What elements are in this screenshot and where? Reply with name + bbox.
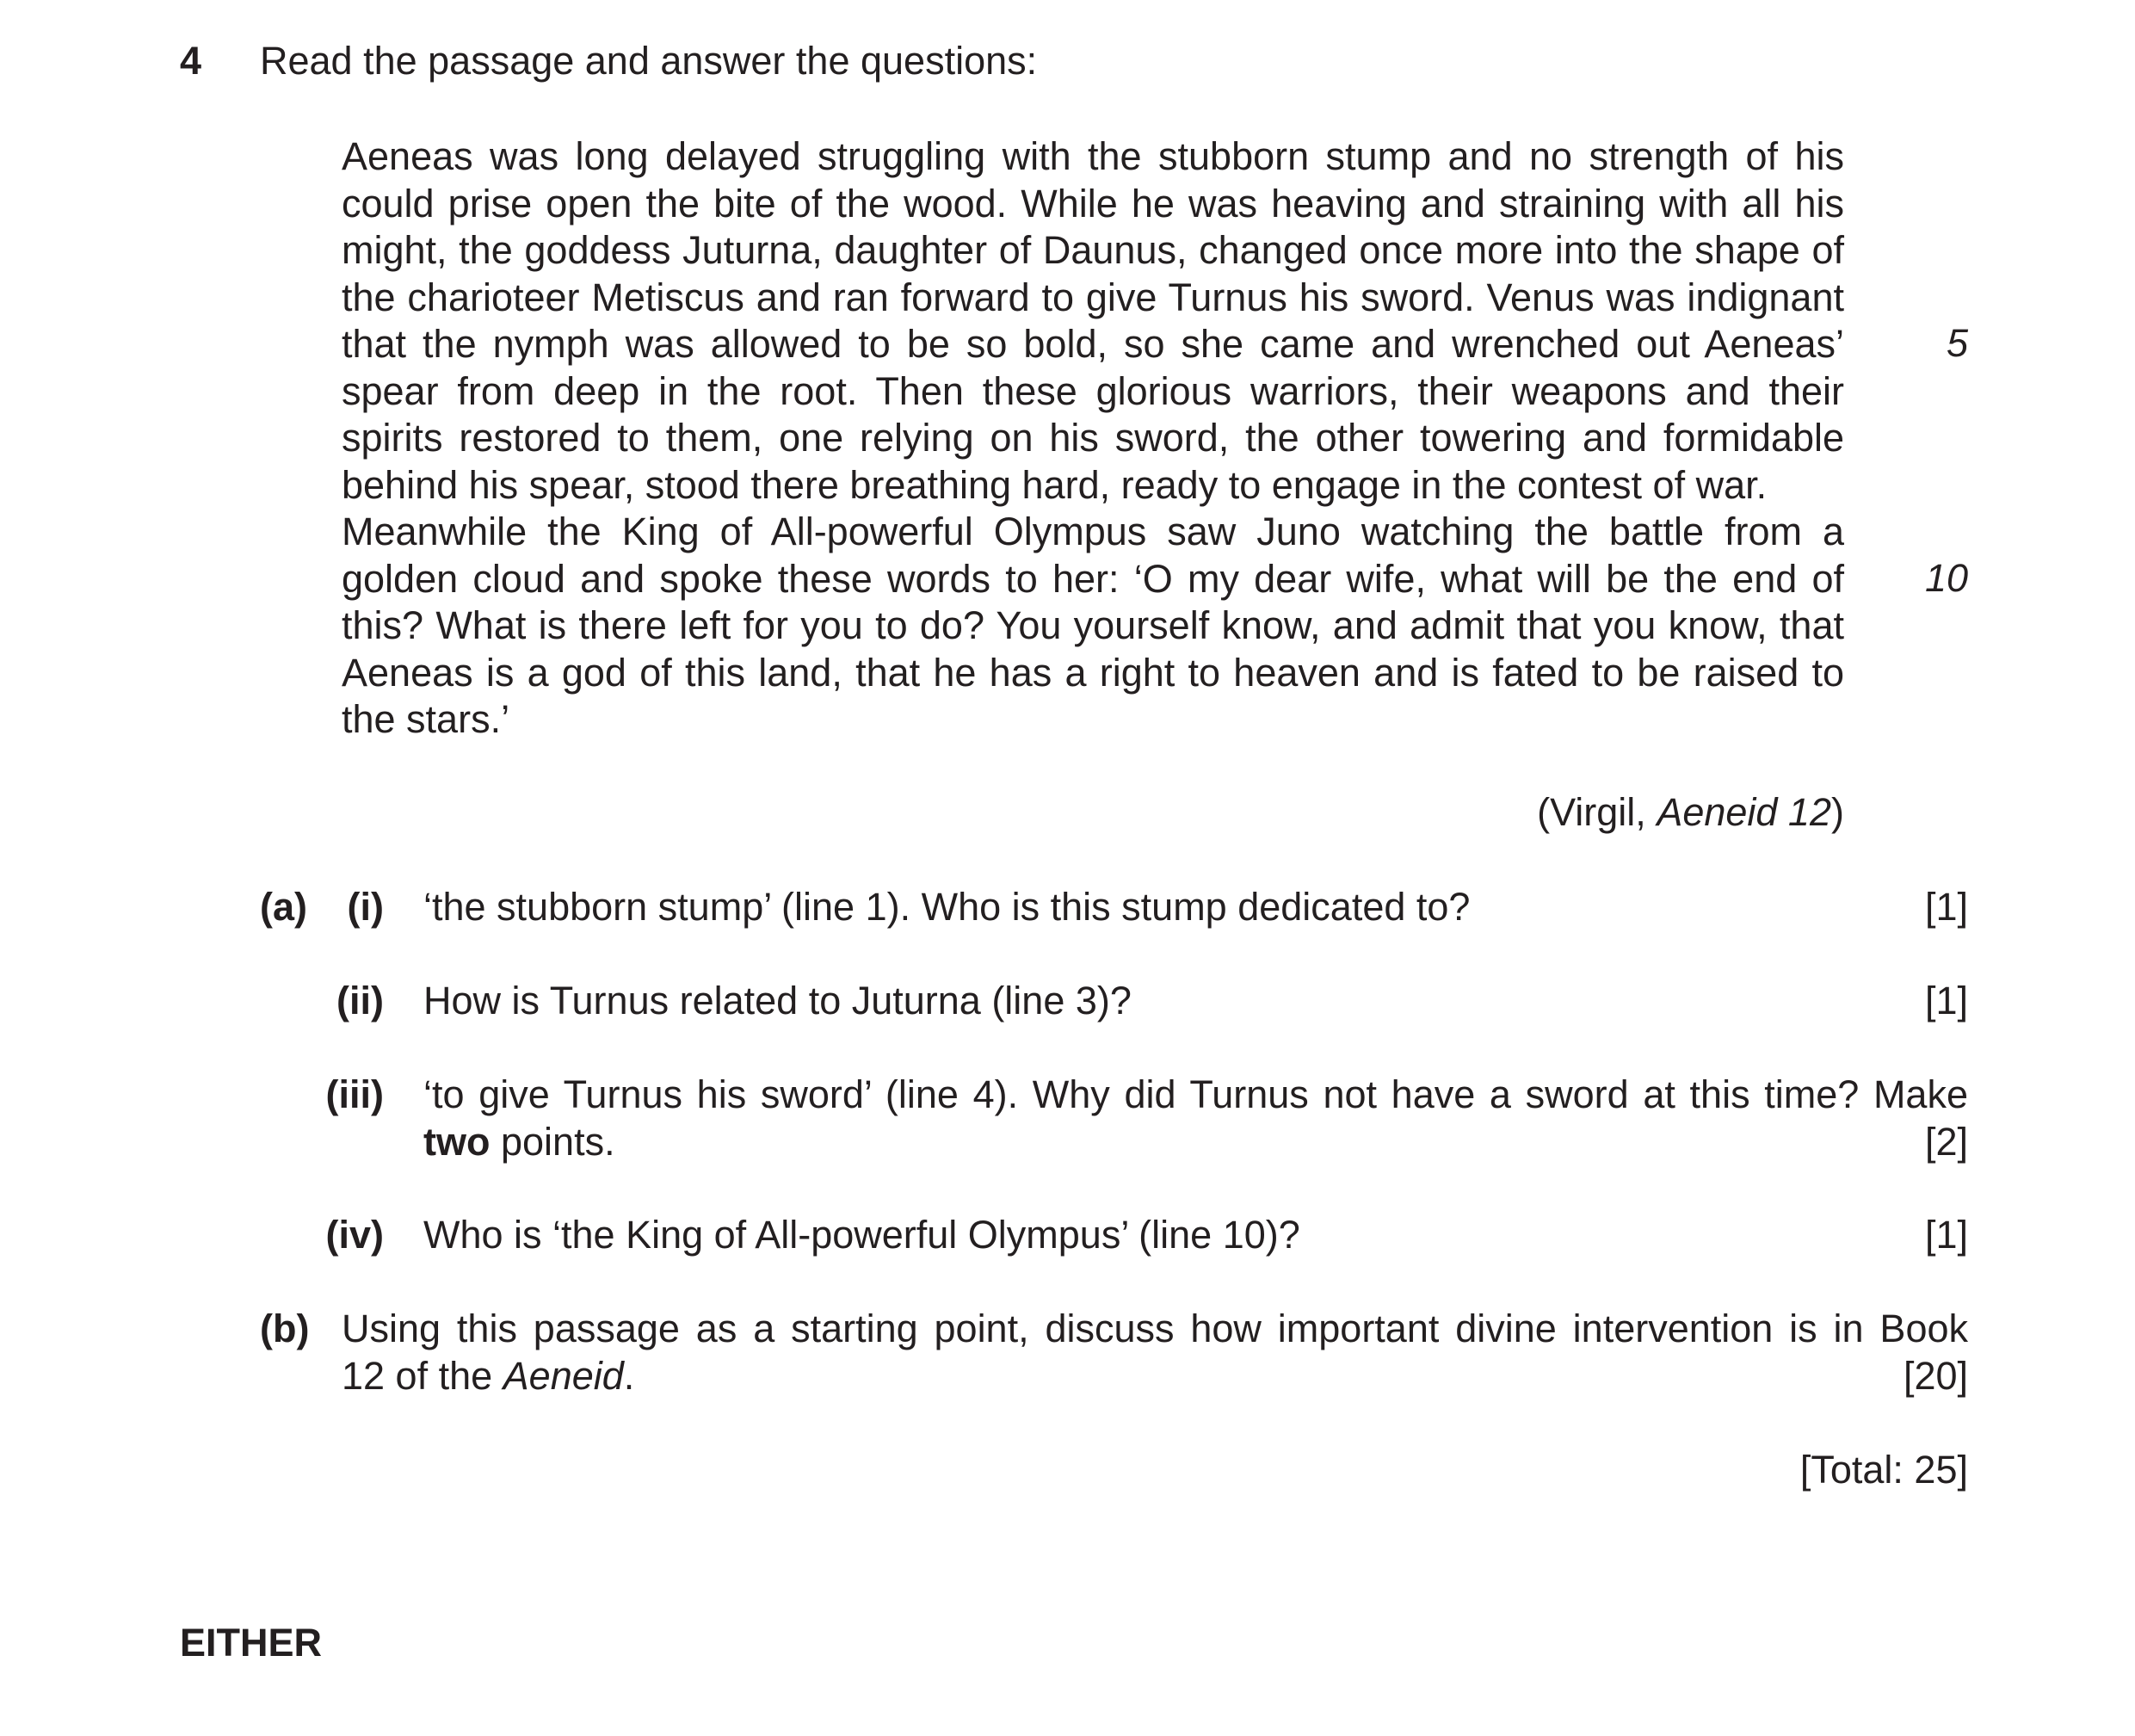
subquestion-iii-text-line2 [423, 1119, 1968, 1166]
question-instruction: Read the passage and answer the questions: [260, 39, 1038, 83]
question-number: 4 [180, 39, 202, 83]
line-number-10: 10 [1924, 556, 1968, 600]
subquestion-ii-marks: [1] [1924, 979, 1968, 1022]
line-number-5: 5 [1946, 321, 1968, 365]
subquestion-iii-bold-word: two [423, 1120, 491, 1164]
subquestion-iii-label: (iii) [325, 1072, 384, 1116]
passage [342, 133, 1844, 744]
subquestion-i-marks: [1] [1924, 885, 1968, 929]
passage-citation [1420, 789, 1844, 837]
part-a-label: (a) [260, 885, 307, 929]
part-b-text-start: 12 of the [342, 1354, 503, 1398]
subquestion-ii-text: How is Turnus related to Juturna (line 3)? [423, 979, 1132, 1022]
citation-open: (Virgil, [1537, 790, 1657, 834]
total-marks: [Total: 25] [1799, 1448, 1968, 1492]
subquestion-i-label: (i) [347, 885, 384, 929]
section-heading-either: EITHER [180, 1621, 323, 1665]
subquestion-iv-text: Who is ‘the King of All-powerful Olympus’ (line 10)? [423, 1213, 1300, 1257]
part-b-text-end: . [623, 1354, 635, 1398]
citation-close: ) [1831, 790, 1844, 834]
part-b-italic-title: Aeneid [503, 1354, 624, 1398]
subquestion-iv-marks: [1] [1924, 1213, 1968, 1257]
subquestion-ii-label: (ii) [336, 979, 384, 1022]
passage-paragraph-1: Aeneas was long delayed struggling with the stubborn stump and no strength of his could prise open the bite of the wood. While he was heaving and straining with all his might, the goddess Juturna, daughter of Daunus, changed once more into the shape of the charioteer Metiscus and ran forward to give Turnus his sword. Venus was indignant that the nymph was allowed to be so bold, so she came and wrenched out Aeneas’ spear from deep in the root. Then these glorious warriors, their weapons and their spirits restored to them, one relying on his sword, the other towering and formidable behind his spear, stood there breathing hard, ready to engage in the contest of war. [342, 134, 1844, 507]
subquestion-iv-label: (iv) [325, 1213, 384, 1257]
part-b-text-line2 [342, 1353, 1968, 1400]
subquestion-iii-text-line1 [423, 1072, 1968, 1119]
part-b-label: (b) [260, 1307, 310, 1350]
subquestion-iii-text: ‘to give Turnus his sword’ (line 4). Why did Turnus not have a sword at this time? Make [423, 1072, 1968, 1116]
citation-title: Aeneid 12 [1657, 790, 1831, 834]
part-b-text-line1 [342, 1306, 1968, 1353]
part-b-text: Using this passage as a starting point, discuss how important divine intervention is in Book [342, 1307, 1968, 1350]
subquestion-i-text: ‘the stubborn stump’ (line 1). Who is this stump dedicated to? [423, 885, 1471, 929]
subquestion-iii-marks: [2] [1924, 1120, 1968, 1164]
subquestion-iii-text-rest: points. [490, 1120, 615, 1164]
passage-paragraph-2: Meanwhile the King of All-powerful Olympus saw Juno watching the battle from a golden cloud and spoke these words to her: ‘O my dear wife, what will be the end of this? What is there left for you to do? You yourself know, and admit that you know, that Aeneas is a god of this land, that he has a right to heaven and is fated to be raised to the stars.’ [342, 510, 1844, 741]
part-b-marks: [20] [1903, 1354, 1968, 1398]
